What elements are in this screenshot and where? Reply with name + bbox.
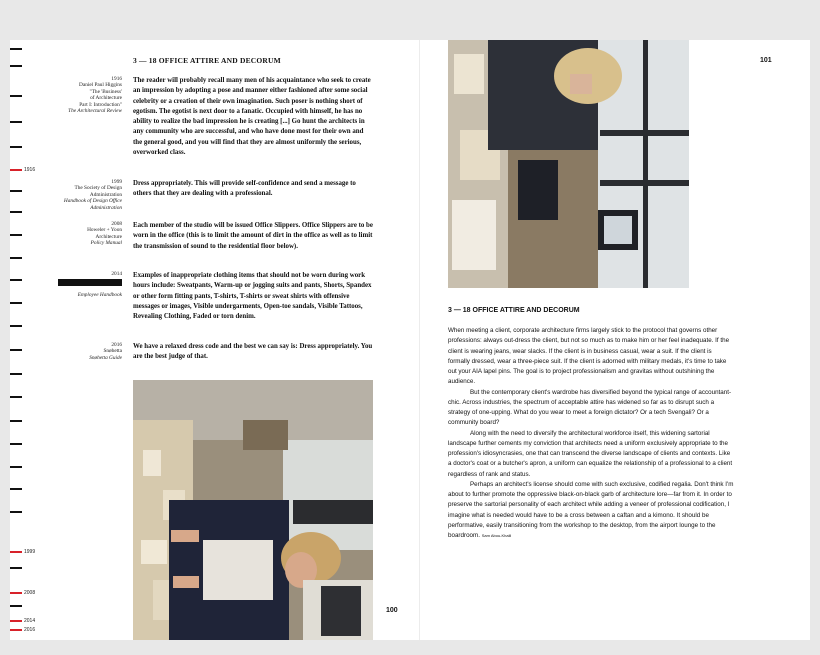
timeline-tick xyxy=(10,121,22,123)
cite-line: of Architecture xyxy=(90,95,122,102)
quote-text: The reader will probably recall many men of his acquaintance who seek to create an impression by adopting a pose and manner either fashioned after some social celebrity or a creation of their own imagination. Such poser is nothing short of egotism. The egotist is next door to a fanatic. Occupied with himself, he has no ability to realize the bad impression he is creating [...] Go hunt the architects in any community who are successful, and who have done most for their own and the general good, and you will find that they are almost uniformly the serious, overworked class. xyxy=(133,77,371,157)
timeline-year-label: 2008 xyxy=(24,590,36,596)
citation xyxy=(50,221,122,247)
cite-year: 1916 xyxy=(111,76,122,82)
cite-year: 2008 xyxy=(111,221,122,227)
timeline-tick xyxy=(10,211,22,213)
left-section-header: 3 — 18 OFFICE ATTIRE AND DECORUM xyxy=(133,56,281,65)
cite-line: Architecture xyxy=(95,233,122,240)
timeline-tick xyxy=(10,95,22,97)
timeline-tick xyxy=(10,234,22,236)
timeline-tick-marked xyxy=(10,629,22,631)
timeline-tick xyxy=(10,279,22,281)
cite-line: Administration xyxy=(89,191,122,198)
author-signature: Sam Abou-Khalil xyxy=(481,533,512,538)
page-number-left: 100 xyxy=(386,607,398,614)
citation xyxy=(50,179,122,211)
citation xyxy=(50,76,122,114)
photo-architect-image xyxy=(133,380,373,640)
essay-paragraph: When meeting a client, corporate architecture firms largely stick to the protocol that governs other professions: always out-dress the client, but not so much as to make him or her feel inadequate. If the client is wearing jeans, wear slacks. If the client is in business casual, wear a suit. If the client is formally dressed, wear a three-piece suit. If the client is adorned with military medals, it's time to take out your AIA lapel pins. The goal is to project professionalism and gravitas without outshining the audience. xyxy=(448,327,730,386)
page-gutter xyxy=(419,40,420,640)
timeline-tick-marked xyxy=(10,551,22,553)
cite-line: "The 'Business' xyxy=(89,88,122,95)
timeline-tick-marked xyxy=(10,592,22,594)
cite-line: Part I: Introduction" xyxy=(79,101,122,108)
timeline-year-label: 1999 xyxy=(24,549,36,555)
photo-architect-blonde xyxy=(448,40,689,288)
timeline-tick xyxy=(10,325,22,327)
cite-year: 2014 xyxy=(111,271,122,277)
essay-paragraph: But the contemporary client's wardrobe has diversified beyond the typical range of accountant-chic. Across industries, the spectrum of acceptable attire has widened so far as to disrupt such a strategy of one-upping. What do you wear to meet a foreign dictator? Or a tech Svengali? Or a community board? xyxy=(448,388,732,427)
essay-paragraph-text: Perhaps an architect's license should come with such exclusive, codified regalia. Don't think I'm about to further promote the oppressive black-on-black garb of architecture lore—far from it. In order to preserve the sartorial personality of each architect while adding a veneer of professional codification, I imagine what is needed would have to be a cross between a caftan and a kimono. It should be performative, easily transitioning from the workshop to the desktop, from the airport lounge to the boardroom. xyxy=(448,480,734,539)
cite-line: Daniel Paul Higgins xyxy=(79,82,122,89)
cite-source: Employee Handbook xyxy=(77,292,122,298)
essay-body xyxy=(448,326,734,541)
timeline-tick xyxy=(10,567,22,569)
cite-source: The Architectural Review xyxy=(68,108,122,115)
quote-text: Each member of the studio will be issued Office Slippers. Office Slippers are to be worn in the office (this is to limit the amount of dirt in the office as well as to limit the transmission of sound to the residential floor below). xyxy=(133,222,373,250)
page-number-right: 101 xyxy=(760,57,772,64)
redacted-company-bar xyxy=(58,279,122,286)
timeline-tick xyxy=(10,349,22,351)
timeline-tick xyxy=(10,302,22,304)
essay-paragraph: Along with the need to diversify the architectural workforce itself, this widening sartorial landscape further cements my conviction that architects need a uniform exclusively appropriate to the profession's idiosyncrasies, one that can transcend the diverse landscape of clients and contexts. Like a doctor's coat or a butcher's apron, a uniform can equalize the relationship of a professional to a client regardless of rank and status. xyxy=(448,429,733,478)
timeline-tick xyxy=(10,605,22,607)
quote-text: Dress appropriately. This will provide self-confidence and send a message to others that they are dealing with a professional. xyxy=(133,180,356,198)
timeline-tick xyxy=(10,466,22,468)
timeline-tick-marked xyxy=(10,620,22,622)
timeline-tick xyxy=(10,373,22,375)
quote-text: We have a relaxed dress code and the best we can say is: Dress appropriately. You are the best judge of that. xyxy=(133,343,373,361)
timeline-tick xyxy=(10,190,22,192)
essay-paragraph xyxy=(448,480,734,542)
cite-year: 2016 xyxy=(111,342,122,348)
right-section-header: 3 — 18 OFFICE ATTIRE AND DECORUM xyxy=(448,307,580,314)
cite-line: The Society of Design xyxy=(74,185,122,192)
citation xyxy=(50,342,122,361)
citation xyxy=(50,271,122,277)
book-spread xyxy=(10,40,810,640)
timeline-year-label: 2016 xyxy=(24,627,36,633)
cite-source: Handbook of Design Office Administration xyxy=(63,198,122,211)
cite-line: Snøhetta xyxy=(103,348,122,355)
cite-source: Snøhetta Guide xyxy=(89,354,122,361)
citation-source xyxy=(50,292,122,298)
timeline-tick xyxy=(10,420,22,422)
timeline-tick xyxy=(10,443,22,445)
photo-architect-at-desk xyxy=(133,380,373,640)
timeline-tick xyxy=(10,257,22,259)
timeline-tick xyxy=(10,511,22,513)
timeline-tick xyxy=(10,488,22,490)
photo-blonde-image xyxy=(448,40,689,288)
timeline-year-label: 2014 xyxy=(24,618,36,624)
timeline-tick xyxy=(10,396,22,398)
timeline-year-label: 1916 xyxy=(24,167,36,173)
cite-year: 1999 xyxy=(111,179,122,185)
timeline-tick-marked xyxy=(10,169,22,171)
timeline-tick xyxy=(10,48,22,50)
timeline-tick xyxy=(10,146,22,148)
cite-line: Howeler + Yoon xyxy=(87,227,122,234)
quote-text: Examples of inappropriate clothing items that should not be worn during work hours include: Sweatpants, Warm-up or jogging suits and pants, Shorts, Spandex or other form fitting pants, T-shirts, T-shirts or sweat shirts with offensive messages or images, Visible undergarments, Open-toe sandals, Visible Tattoos, Revealing Clothing, Faded or torn denim. xyxy=(133,272,372,321)
cite-source: Policy Manual xyxy=(90,240,122,247)
timeline-tick xyxy=(10,65,22,67)
